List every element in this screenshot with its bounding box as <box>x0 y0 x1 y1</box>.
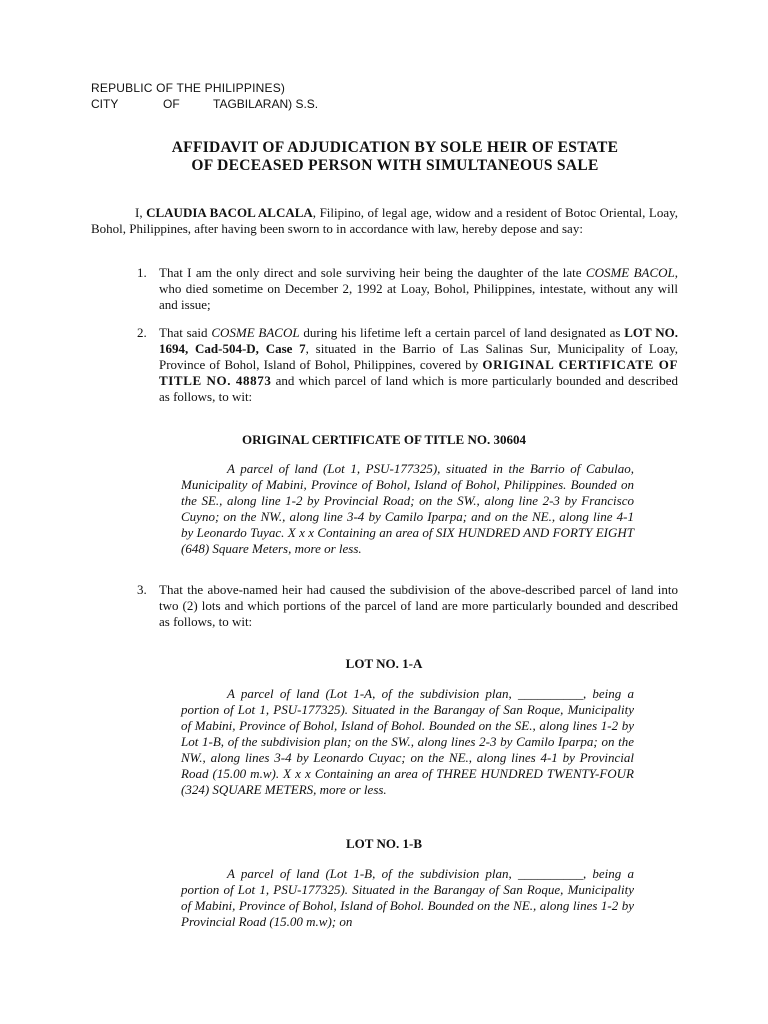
lot-1b-description-text: A parcel of land (Lot 1-B, of the subdivision plan, __________, being a portion of Lot 1, PSU-177325). Situated in the Barangay of San Roque, Municipality of Mabini, Province of Bohol, Island of Bohol. Bounded on the NE., along lines 1-2 by Provincial Road (15.00 m.w); on <box>181 866 634 929</box>
intro-paragraph <box>91 205 678 237</box>
intro-text: , Filipino, of legal age, widow and a resident of Botoc Oriental, Loay, Bohol, Philippines, after having been sworn to in accordance with law, hereby depose and say: <box>91 205 678 236</box>
header-republic: REPUBLIC OF THE PHILIPPINES) <box>91 81 286 95</box>
oct-description <box>181 461 634 557</box>
item-3-number: 3. <box>137 582 147 597</box>
item-2-number: 2. <box>137 325 147 340</box>
oct-heading: ORIGINAL CERTIFICATE OF TITLE NO. 30604 <box>242 432 526 447</box>
item-1-paragraph <box>159 265 678 313</box>
item-1-text-a: That I am the only direct and sole surviving heir being the daughter of the late <box>159 265 586 280</box>
item-2-text-c: , situated in the Barrio of Las Salinas Sur, Municipality of Loay, Province of Bohol, Island of Bohol, Philippines, covered by <box>159 341 678 372</box>
title-line-1: AFFIDAVIT OF ADJUDICATION BY SOLE HEIR OF ESTATE <box>171 139 619 156</box>
header-tagbilaran: TAGBILARAN) S.S. <box>213 97 319 111</box>
intro-prefix: I, <box>135 205 147 220</box>
item-2-text-a: That said <box>159 325 212 340</box>
lot-1a-description-text: A parcel of land (Lot 1-A, of the subdivision plan, __________, being a portion of Lot 1, PSU-177325). Situated in the Barangay of San Roque, Municipality of Mabini, Province of Bohol, Island of Bohol. Bounded on the SE., along lines 1-2 by Lot 1-B, of the subdivision plan; on the SW., along lines 2-3 by Camilo Iparpa; on the NW., along lines 3-4 by Leonardo Cuyac; on the NE., along lines 4-1 by Provincial Road (15.00 m.w). X x x Containing an area of THREE HUNDRED TWENTY-FOUR (324) SQUARE METERS, more or less. <box>181 686 634 797</box>
lot-1a-description <box>181 686 634 798</box>
item-1-text-b: , who died sometime on December 2, 1992 at Loay, Bohol, Philippines, intestate, without any will and issue; <box>159 265 679 312</box>
decedent-name: COSME BACOL <box>211 325 300 340</box>
title-number: ORIGINAL CERTIFICATE OF TITLE NO. 48873 <box>159 357 678 388</box>
header-of: OF <box>163 97 180 111</box>
header-city: CITY <box>91 97 119 111</box>
lot-1a-heading: LOT NO. 1-A <box>345 656 423 671</box>
lot-1b-description <box>181 866 634 930</box>
item-3-paragraph: That the above-named heir had caused the subdivision of the above-described parcel of land into two (2) lots and which portions of the parcel of land are more particularly bounded and described as follows, to wit: <box>159 582 678 629</box>
item-2-paragraph <box>159 325 678 405</box>
title-line-2: OF DECEASED PERSON WITH SIMULTANEOUS SALE <box>191 157 599 174</box>
affiant-name: CLAUDIA BACOL ALCALA <box>146 205 313 220</box>
item-2-text-b: during his lifetime left a certain parcel of land designated as <box>299 325 625 340</box>
decedent-name: COSME BACOL <box>585 265 675 280</box>
oct-description-text: A parcel of land (Lot 1, PSU-177325), situated in the Barrio of Cabulao, Municipality of Mabini, Province of Bohol, Island of Bohol, Philippines. Bounded on the SE., along line 1-2 by Provincial Road; on the SW., along line 2-3 by Francisco Cuyno; on the NW., along line 3-4 by Camilo Iparpa; and on the NE., along line 4-1 by Leonardo Tuyac. X x x Containing an area of SIX HUNDRED AND FORTY EIGHT (648) Square Meters, more or less. <box>181 461 634 556</box>
lot-designation: LOT NO. 1694, Cad-504-D, Case 7 <box>159 325 679 356</box>
item-2-text-d: and which parcel of land which is more particularly bounded and described as follows, to wit: <box>159 373 678 404</box>
lot-1b-heading: LOT NO. 1-B <box>346 836 422 851</box>
item-1-number: 1. <box>137 265 147 280</box>
